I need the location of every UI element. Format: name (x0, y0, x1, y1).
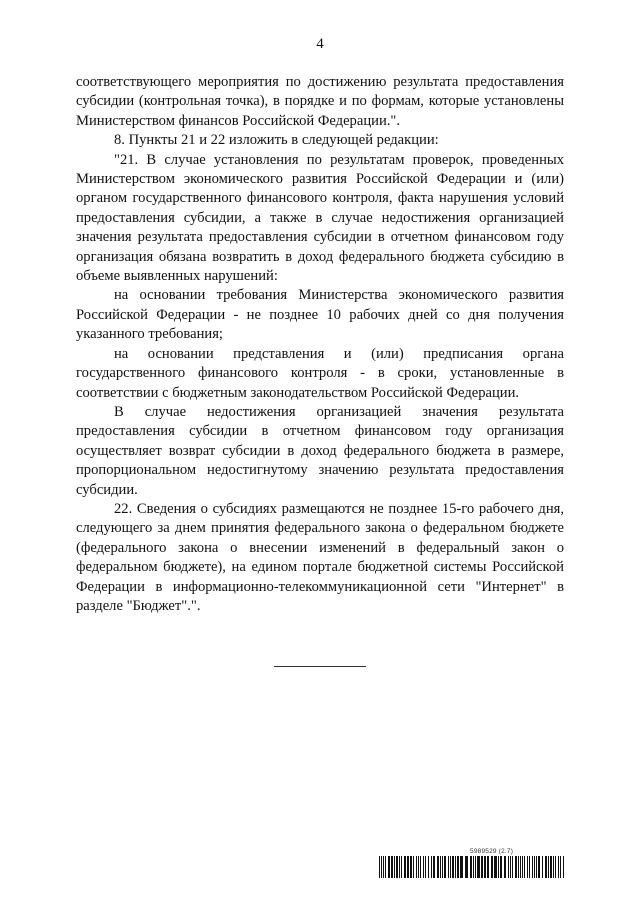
paragraph: 22. Сведения о субсидиях размещаются не позднее 15-го рабочего дня, следующего за днем принятия федерального закона о федеральном бюджете (федерального закона о внесении изменений в федеральный закон о федеральном бюджете), на едином портале бюджетной системы Российской Федерации в информационно-телекоммуникационной сети "Интернет" в разделе "Бюджет".". (76, 500, 564, 614)
paragraph: на основании представления и (или) предписания органа государственного финансового контроля - в сроки, установленные в соответствии с бюджетным законодательством Российской Федерации. (76, 345, 564, 401)
paragraph: на основании требования Министерства экономического развития Российской Федерации - не позднее 10 рабочих дней со дня получения указанного требования; (76, 287, 564, 343)
document-body (76, 73, 564, 616)
barcode-image (379, 856, 567, 878)
end-divider (274, 666, 366, 667)
paragraph: соответствующего мероприятия по достижению результата предоставления субсидии (контрольная точка), в порядке и по формам, которые установлены Министерством финансов Российской Федерации.". (76, 74, 564, 129)
paragraph: "21. В случае установления по результатам проверок, проведенных Министерством экономического развития Российской Федерации и (или) органом государственного финансового контроля, факта нарушения условий предоставления субсидии, а также в случае недостижения организацией значения результата предоставления субсидии в отчетном финансовом году организация обязана возвратить в доход федерального бюджета субсидию в объеме выявленных нарушений: (76, 151, 564, 285)
document-code: 5989529 (2.7) (470, 848, 514, 855)
paragraph: В случае недостижения организацией значения результата предоставления субсидии в отчетном финансовом году организация осуществляет возврат субсидии в доход федерального бюджета в размере, пропорциональном недостигнутому значению результата предоставления субсидии. (76, 403, 564, 498)
paragraph: 8. Пункты 21 и 22 изложить в следующей редакции: (114, 132, 439, 149)
page-number: 4 (316, 36, 324, 52)
